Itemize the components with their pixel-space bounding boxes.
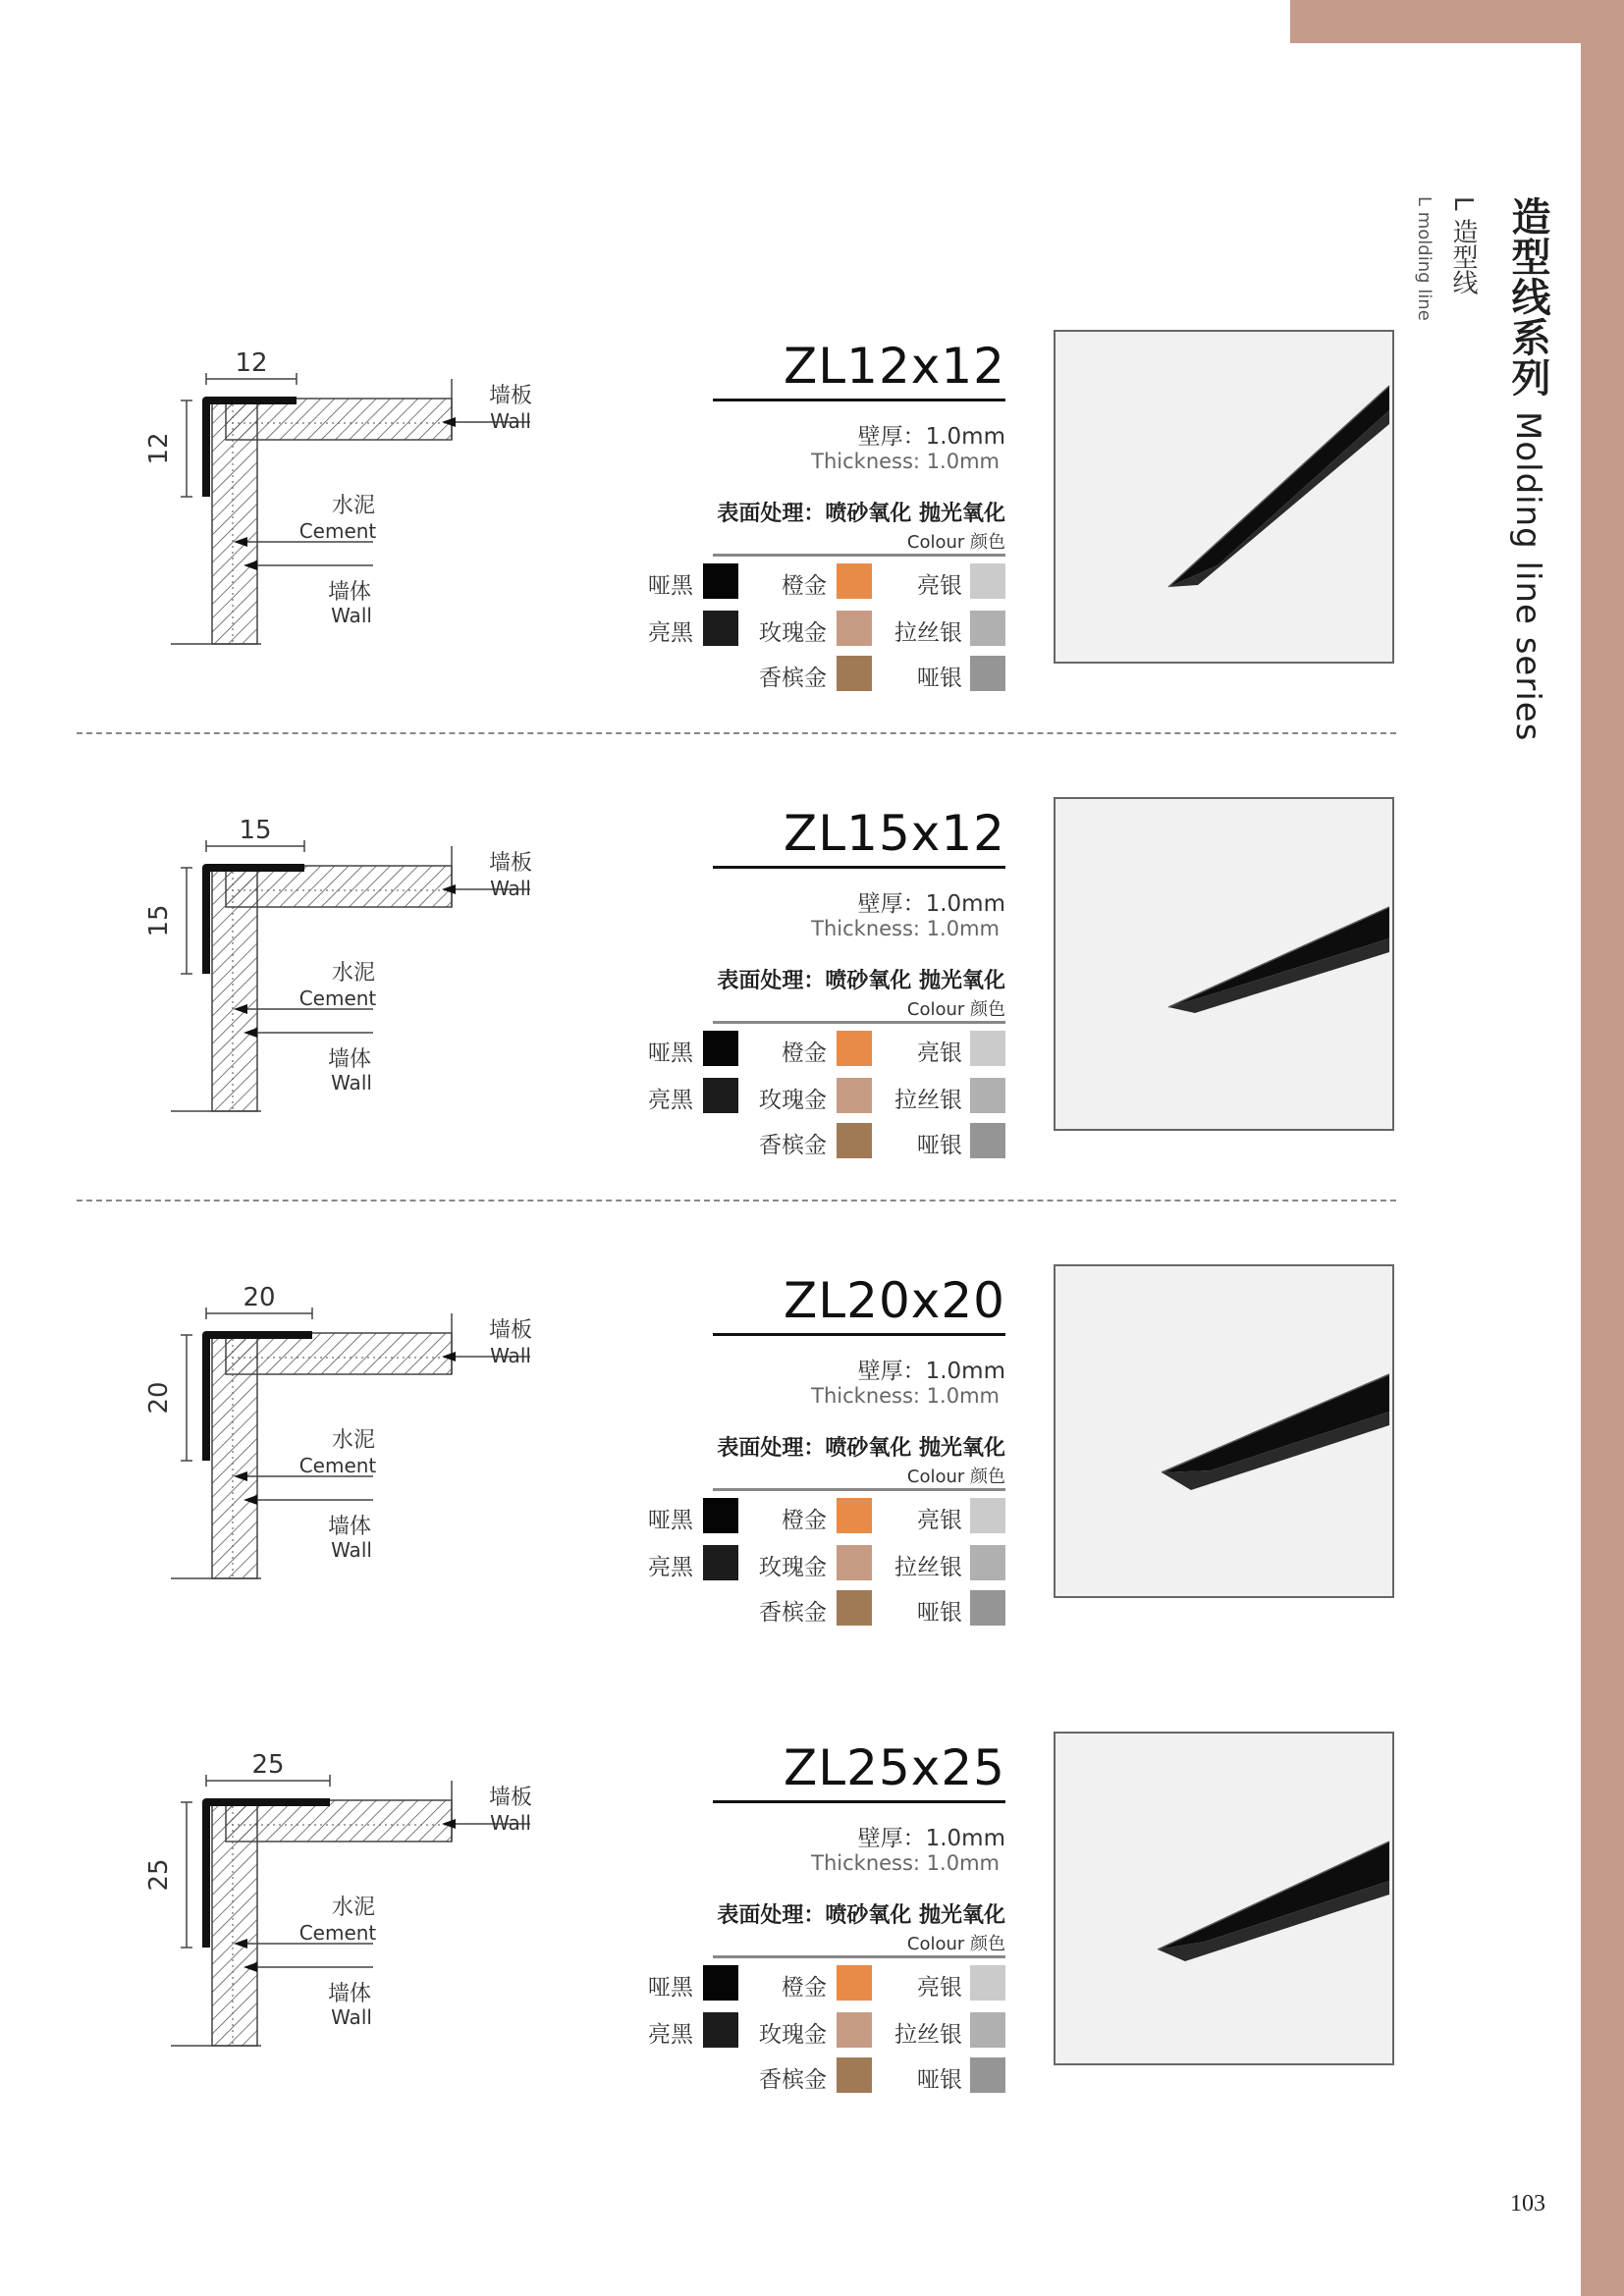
- subtitle-cn: L 造型线: [1448, 196, 1478, 295]
- swatch-bright-silver: [970, 1965, 1005, 2001]
- swatch-label: 亮银: [917, 573, 962, 599]
- cement-label-en: Cement: [298, 987, 377, 1010]
- swatch-label: 哑黑: [648, 573, 693, 599]
- dimension-height-label: 20: [144, 1381, 174, 1415]
- swatch-bright-silver: [970, 1498, 1005, 1533]
- swatch-matte-silver: [970, 656, 1005, 691]
- cement-label-cn: 水泥: [331, 1428, 376, 1453]
- product-photo: [1054, 1732, 1394, 2065]
- swatch-label: 亮银: [917, 1508, 962, 1533]
- swatch-label: 哑黑: [648, 1975, 693, 2001]
- cross-section-drawing: [144, 348, 540, 654]
- swatch-rose-gold: [837, 2012, 872, 2048]
- thickness-cn: 壁厚：1.0mm: [857, 891, 1005, 917]
- cement-band-vertical: [228, 1333, 238, 1578]
- thickness-cn: 壁厚：1.0mm: [857, 1826, 1005, 1851]
- product-photo-svg: [1056, 1266, 1392, 1596]
- swatch-matte-black: [703, 563, 738, 599]
- swatch-label: 橙金: [782, 1975, 827, 2001]
- swatch-champagne-gold: [837, 656, 872, 691]
- profile-face-side: [1168, 938, 1389, 1013]
- cross-section-svg: [144, 816, 540, 1121]
- swatch-label: 亮黑: [648, 620, 693, 646]
- wall-label-en: Wall: [331, 604, 372, 627]
- swatch-gloss-black: [703, 2012, 738, 2048]
- model-number: ZL12x12: [784, 338, 1005, 395]
- thickness-en: Thickness: 1.0mm: [811, 917, 1000, 940]
- swatch-label: 拉丝银: [894, 620, 962, 646]
- surface-finish: 表面处理：喷砂氧化 抛光氧化: [717, 1903, 1005, 1928]
- cement-band-vertical: [228, 399, 238, 644]
- swatch-label: 拉丝银: [894, 1555, 962, 1580]
- swatch-bright-silver: [970, 563, 1005, 599]
- swatch-matte-silver: [970, 2057, 1005, 2093]
- thickness-en: Thickness: 1.0mm: [811, 450, 1000, 473]
- surface-finish: 表面处理：喷砂氧化 抛光氧化: [717, 1436, 1005, 1461]
- thickness-cn: 壁厚：1.0mm: [857, 424, 1005, 450]
- swatch-rose-gold: [837, 1545, 872, 1580]
- cement-band-horizontal: [226, 1820, 452, 1830]
- dimension-width-label: 25: [251, 1750, 285, 1780]
- product-photo: [1054, 1264, 1394, 1598]
- cement-label-cn: 水泥: [331, 494, 376, 518]
- swatch-label: 拉丝银: [894, 2022, 962, 2048]
- colour-underline: [713, 1021, 1005, 1024]
- swatch-champagne-gold: [837, 1590, 872, 1626]
- panel-label-en: Wall: [490, 1811, 531, 1835]
- page-number: 103: [1510, 2191, 1545, 2216]
- product-photo-svg: [1056, 332, 1392, 662]
- swatch-label: 亮黑: [648, 1555, 693, 1580]
- swatch-label: 亮银: [917, 1975, 962, 2001]
- swatch-label: 香槟金: [759, 666, 827, 691]
- product-section: [0, 797, 1624, 1170]
- cross-section-drawing: [144, 1750, 540, 2056]
- wall-label-en: Wall: [331, 1071, 372, 1095]
- swatch-orange-gold: [837, 1031, 872, 1066]
- surface-finish: 表面处理：喷砂氧化 抛光氧化: [717, 502, 1005, 526]
- dimension-height-label: 15: [144, 904, 174, 937]
- cement-label-en: Cement: [298, 1921, 377, 1945]
- swatch-label: 香槟金: [759, 2067, 827, 2093]
- profile-edge-highlight: [1168, 386, 1389, 587]
- panel-label-cn: 墙板: [488, 851, 533, 876]
- top-accent-tab: [1290, 0, 1581, 43]
- cement-band-vertical: [228, 1800, 238, 2046]
- swatch-label: 哑银: [917, 666, 962, 691]
- panel-label-en: Wall: [490, 877, 531, 900]
- swatch-label: 哑黑: [648, 1508, 693, 1533]
- swatch-champagne-gold: [837, 2057, 872, 2093]
- section-divider: [77, 1200, 1396, 1201]
- cross-section-svg: [144, 1283, 540, 1588]
- product-section: [0, 1264, 1624, 1637]
- dimension-width-label: 15: [239, 816, 272, 845]
- cross-section-drawing: [144, 816, 540, 1121]
- colour-title: Colour 颜色: [906, 532, 1005, 553]
- model-number: ZL25x25: [784, 1739, 1005, 1796]
- swatch-brushed-silver: [970, 611, 1005, 646]
- section-divider: [77, 732, 1396, 734]
- swatch-matte-silver: [970, 1123, 1005, 1158]
- panel-label-cn: 墙板: [488, 384, 533, 408]
- swatch-label: 玫瑰金: [759, 1555, 827, 1580]
- swatch-orange-gold: [837, 563, 872, 599]
- swatch-label: 香槟金: [759, 1600, 827, 1626]
- swatch-label: 玫瑰金: [759, 1088, 827, 1113]
- cement-label-cn: 水泥: [331, 961, 376, 986]
- wall-label-cn: 墙体: [327, 580, 372, 605]
- cement-band-horizontal: [226, 1353, 452, 1362]
- model-number: ZL15x12: [784, 805, 1005, 862]
- dimension-width-label: 12: [235, 348, 268, 378]
- colour-title: Colour 颜色: [906, 1934, 1005, 1954]
- swatch-matte-black: [703, 1031, 738, 1066]
- cement-band-vertical: [228, 866, 238, 1111]
- panel-label-en: Wall: [490, 1344, 531, 1367]
- cement-label-cn: 水泥: [331, 1896, 376, 1920]
- cross-section-drawing: [144, 1283, 540, 1588]
- cement-band-horizontal: [226, 418, 452, 428]
- model-underline: [713, 1800, 1005, 1803]
- model-underline: [713, 399, 1005, 401]
- panel-label-cn: 墙板: [488, 1318, 533, 1343]
- swatch-label: 玫瑰金: [759, 620, 827, 646]
- model-underline: [713, 1333, 1005, 1336]
- swatch-label: 哑银: [917, 1600, 962, 1626]
- thickness-cn: 壁厚：1.0mm: [857, 1359, 1005, 1384]
- profile-face-side: [1158, 1881, 1389, 1961]
- surface-finish: 表面处理：喷砂氧化 抛光氧化: [717, 969, 1005, 993]
- swatch-matte-silver: [970, 1590, 1005, 1626]
- thickness-en: Thickness: 1.0mm: [811, 1851, 1000, 1875]
- swatch-gloss-black: [703, 1545, 738, 1580]
- swatch-label: 亮黑: [648, 1088, 693, 1113]
- product-section: [0, 1732, 1624, 2105]
- product-photo: [1054, 797, 1394, 1131]
- wall-label-en: Wall: [331, 1538, 372, 1562]
- cross-section-svg: [144, 1750, 540, 2056]
- swatch-label: 拉丝银: [894, 1088, 962, 1113]
- cement-label-en: Cement: [298, 519, 377, 543]
- dimension-height-label: 25: [144, 1858, 174, 1892]
- swatch-gloss-black: [703, 1078, 738, 1113]
- product-section: [0, 330, 1624, 703]
- cement-band-horizontal: [226, 885, 452, 895]
- subtitle-en: L molding line: [1414, 196, 1435, 321]
- colour-underline: [713, 1955, 1005, 1958]
- swatch-orange-gold: [837, 1498, 872, 1533]
- swatch-brushed-silver: [970, 2012, 1005, 2048]
- wall-label-en: Wall: [331, 2005, 372, 2029]
- swatch-gloss-black: [703, 611, 738, 646]
- product-photo: [1054, 330, 1394, 664]
- wall-label-cn: 墙体: [327, 1982, 372, 2006]
- product-photo-svg: [1056, 1734, 1392, 2063]
- colour-title: Colour 颜色: [906, 1467, 1005, 1487]
- swatch-bright-silver: [970, 1031, 1005, 1066]
- swatch-label: 香槟金: [759, 1133, 827, 1158]
- swatch-rose-gold: [837, 1078, 872, 1113]
- swatch-champagne-gold: [837, 1123, 872, 1158]
- thickness-en: Thickness: 1.0mm: [811, 1384, 1000, 1408]
- swatch-label: 亮黑: [648, 2022, 693, 2048]
- swatch-brushed-silver: [970, 1078, 1005, 1113]
- wall-label-cn: 墙体: [327, 1515, 372, 1539]
- series-title-cn: 造型线系列: [1505, 196, 1550, 398]
- dimension-height-label: 12: [144, 432, 174, 465]
- swatch-label: 哑银: [917, 1133, 962, 1158]
- cement-label-en: Cement: [298, 1454, 377, 1477]
- swatch-matte-black: [703, 1498, 738, 1533]
- swatch-brushed-silver: [970, 1545, 1005, 1580]
- colour-title: Colour 颜色: [906, 999, 1005, 1020]
- cross-section-svg: [144, 348, 540, 654]
- panel-label-en: Wall: [490, 409, 531, 433]
- product-photo-svg: [1056, 799, 1392, 1129]
- colour-underline: [713, 554, 1005, 557]
- series-title-en: Molding line series: [1508, 411, 1547, 742]
- dimension-width-label: 20: [243, 1283, 276, 1312]
- model-underline: [713, 866, 1005, 869]
- swatch-label: 哑黑: [648, 1041, 693, 1066]
- panel-label-cn: 墙板: [488, 1786, 533, 1810]
- swatch-rose-gold: [837, 611, 872, 646]
- swatch-orange-gold: [837, 1965, 872, 2001]
- model-number: ZL20x20: [784, 1272, 1005, 1329]
- swatch-label: 橙金: [782, 1508, 827, 1533]
- swatch-label: 亮银: [917, 1041, 962, 1066]
- wall-label-cn: 墙体: [327, 1047, 372, 1072]
- swatch-label: 玫瑰金: [759, 2022, 827, 2048]
- swatch-label: 橙金: [782, 1041, 827, 1066]
- swatch-matte-black: [703, 1965, 738, 2001]
- swatch-label: 哑银: [917, 2067, 962, 2093]
- colour-underline: [713, 1488, 1005, 1491]
- swatch-label: 橙金: [782, 573, 827, 599]
